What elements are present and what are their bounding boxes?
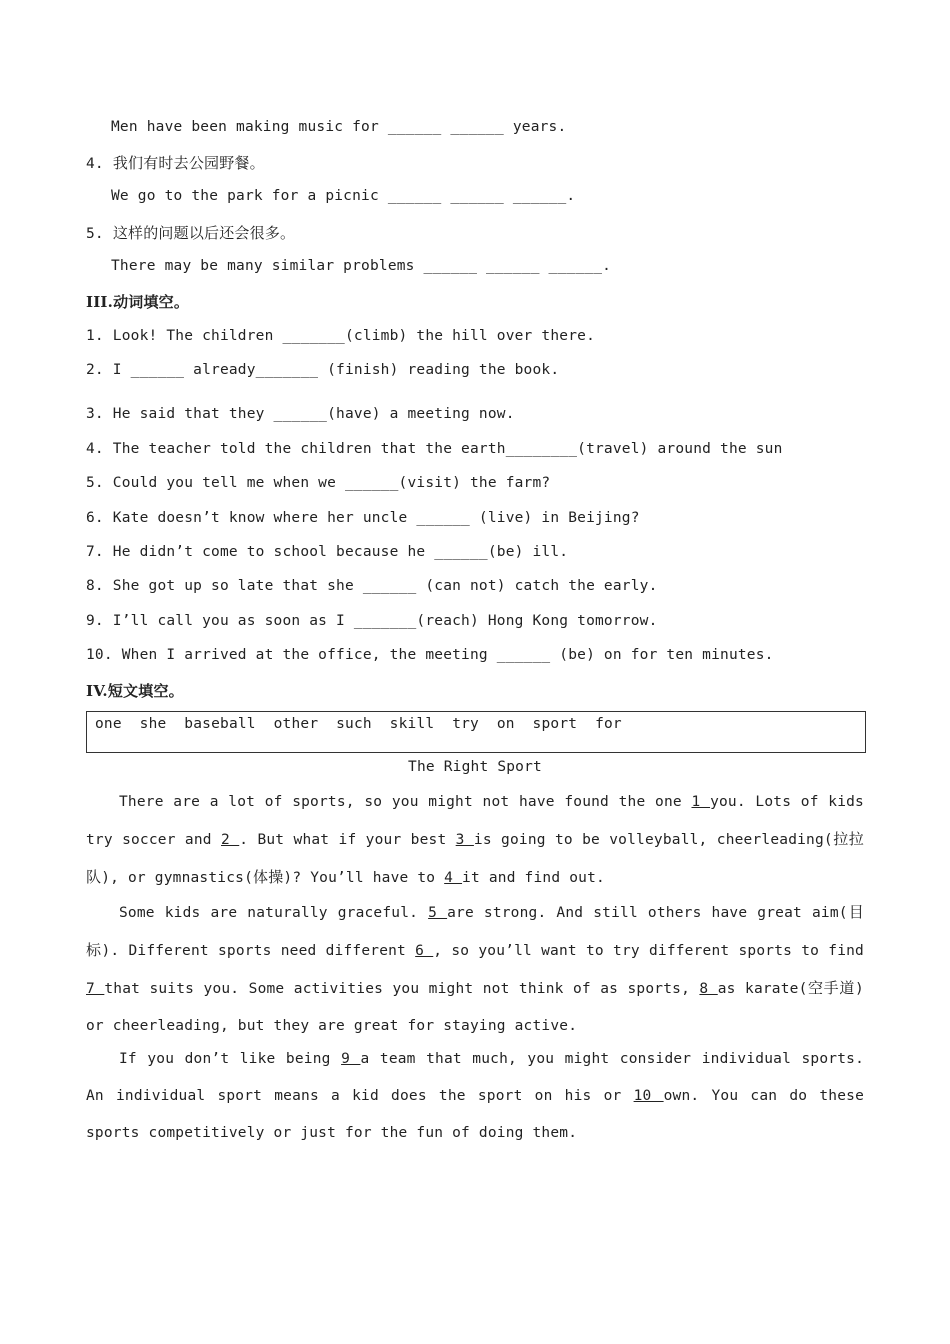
blank-6[interactable]: 6	[415, 943, 434, 959]
chinese-gloss: 目标	[86, 903, 864, 959]
question-5-answer: There may be many similar problems ______ ______ ______.	[111, 258, 612, 274]
text: ) or cheerleading, but they are great for staying active.	[86, 981, 864, 1034]
chinese-prompt: 这样的问题以后还会很多。	[112, 224, 296, 242]
passage-paragraph-1	[86, 784, 864, 897]
text: )? You’ll have to	[283, 870, 445, 886]
blank-10[interactable]: 10	[633, 1088, 664, 1104]
text: a team that much, you might consider individual sports. An individual sport means a kid does the sport on his or	[86, 1051, 864, 1104]
text: There are a lot of sports, so you might not have found the one	[119, 794, 692, 810]
section-number: III.	[86, 293, 114, 311]
blank-1[interactable]: 1	[691, 794, 711, 810]
text: ), or gymnastics(	[101, 870, 254, 886]
question-5-prompt	[86, 222, 295, 243]
passage-paragraph-2	[86, 894, 864, 1045]
section-3-heading	[86, 291, 189, 312]
section-4-heading	[86, 680, 184, 701]
text: Some kids are naturally graceful.	[119, 905, 429, 921]
blank-4[interactable]: 4	[444, 870, 463, 886]
text: is going to be volleyball, cheerleading(	[473, 832, 833, 848]
question-4-prompt	[86, 152, 265, 173]
verb-item: 1. Look! The children _______(climb) the hill over there.	[86, 328, 595, 344]
text: . But what if your best	[239, 832, 456, 848]
blank-8[interactable]: 8	[699, 981, 718, 997]
chinese-gloss: 拉拉队	[86, 830, 864, 886]
verb-item: 2. I ______ already_______ (finish) reading the book.	[86, 362, 560, 378]
question-number: 5.	[86, 226, 104, 242]
passage-title: The Right Sport	[408, 759, 542, 775]
text: that suits you. Some activities you might not think of as sports,	[104, 981, 700, 997]
verb-item: 6. Kate doesn’t know where her uncle ______ (live) in Beijing?	[86, 510, 640, 526]
passage-paragraph-3	[86, 1041, 864, 1152]
question-4-answer: We go to the park for a picnic ______ ______ ______.	[111, 188, 576, 204]
verb-item: 3. He said that they ______(have) a meeting now.	[86, 406, 515, 422]
text: If you don’t like being	[119, 1051, 342, 1067]
question-number: 4.	[86, 156, 104, 172]
text: are strong. And still others have great aim(	[447, 905, 848, 921]
blank-5[interactable]: 5	[428, 905, 448, 921]
text: , so you’ll want to try different sports to find	[433, 943, 864, 959]
verb-item: 5. Could you tell me when we ______(visit) the farm?	[86, 475, 551, 491]
verb-item: 8. She got up so late that she ______ (can not) catch the early.	[86, 578, 658, 594]
verb-item: 7. He didn’t come to school because he ______(be) ill.	[86, 544, 569, 560]
text: as karate(	[717, 981, 808, 997]
text: it and find out.	[462, 870, 605, 886]
blank-9[interactable]: 9	[341, 1051, 361, 1067]
blank-7[interactable]: 7	[86, 981, 105, 997]
section-title: 短文填空。	[107, 682, 184, 700]
word-bank-box	[86, 711, 866, 753]
verb-item: 4. The teacher told the children that the earth________(travel) around the sun	[86, 441, 783, 457]
blank-2[interactable]: 2	[221, 832, 240, 848]
word-bank: one she baseball other such skill try on sport for	[95, 716, 622, 732]
text: ). Different sports need different	[101, 943, 416, 959]
text: you. Lots of kids try soccer and	[86, 794, 864, 848]
text: own. You can do these sports competitively or just for the fun of doing them.	[86, 1088, 864, 1141]
sentence-line: Men have been making music for ______ ______ years.	[111, 119, 567, 135]
chinese-gloss: 空手道	[807, 979, 856, 997]
blank-3[interactable]: 3	[455, 832, 474, 848]
verb-item: 10. When I arrived at the office, the meeting ______ (be) on for ten minutes.	[86, 647, 774, 663]
section-number: IV.	[86, 682, 108, 700]
chinese-gloss: 体操	[253, 868, 284, 886]
chinese-prompt: 我们有时去公园野餐。	[112, 154, 265, 172]
section-title: 动词填空。	[113, 293, 190, 311]
verb-item: 9. I’ll call you as soon as I _______(reach) Hong Kong tomorrow.	[86, 613, 658, 629]
